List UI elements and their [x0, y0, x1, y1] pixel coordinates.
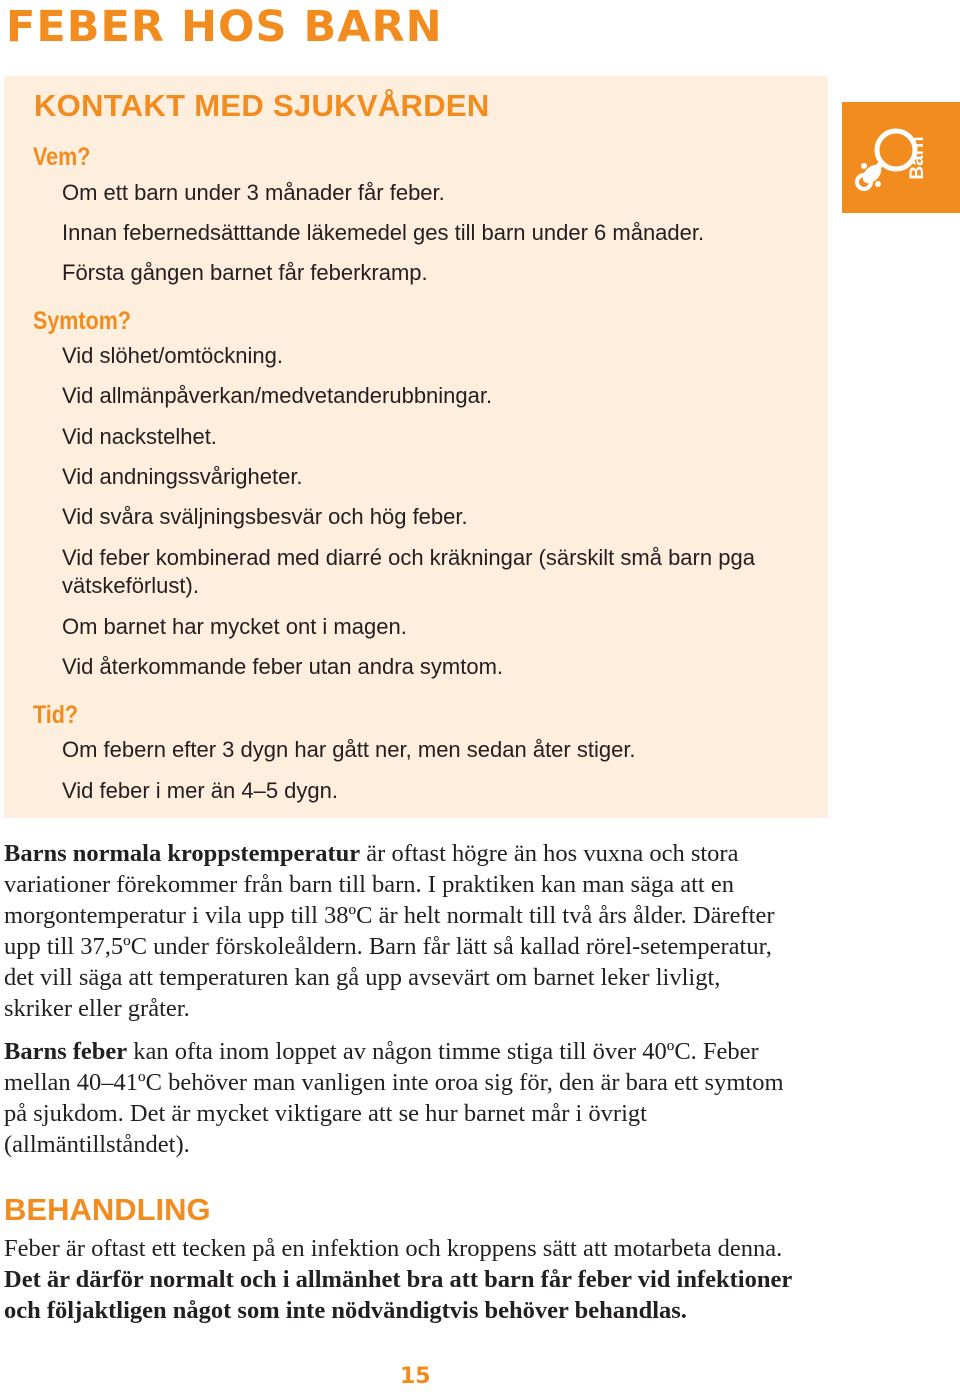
normal-temperature-paragraph — [4, 838, 794, 1024]
list-item: Vid återkommande feber utan andra symtom. — [62, 654, 504, 679]
page-title: FEBER HOS BARN — [6, 2, 443, 52]
list-item: Vid svåra sväljningsbesvär och hög feber. — [62, 504, 468, 529]
contact-box-title: KONTAKT MED SJUKVÅRDEN — [34, 88, 490, 123]
child-fever-paragraph — [4, 1036, 784, 1160]
list-item: Innan febernedsätttande läkemedel ges till barn under 6 månader. — [62, 220, 705, 245]
normal-temperature-text: är oftast högre än hos vuxna och stora variationer förekommer från barn till barn. I praktiken kan man säga att en morgontemperatur i vila upp till 38ºC är helt normalt till två års ålder. Därefter upp till 37,5ºC under förskoleåldern. Barn får lätt så kallad rörel-setemperatur, det vill säga att temperaturen kan gå upp avsevärt om barnet leker livligt, skriker eller gråter. — [4, 840, 775, 1022]
who-heading: Vem? — [33, 143, 91, 171]
list-item: Om ett barn under 3 månader får feber. — [62, 180, 445, 205]
pacifier-icon — [842, 102, 960, 213]
treatment-heading: BEHANDLING — [4, 1192, 211, 1227]
list-item: Första gången barnet får feberkramp. — [62, 260, 428, 285]
list-item: Vid feber kombinerad med diarré och kräkningar (särskilt små barn pga vätskeförlust). — [62, 545, 755, 598]
time-heading: Tid? — [33, 701, 78, 729]
list-item: Om barnet har mycket ont i magen. — [62, 614, 407, 639]
child-fever-lead: Barns feber — [4, 1038, 128, 1065]
normal-temperature-lead: Barns normala kroppstemperatur — [4, 840, 361, 867]
treatment-emphasis: Det är därför normalt och i allmänhet bra att barn får feber vid infektioner och följaktligen något som inte nödvändigtvis behöver behandlas. — [4, 1266, 792, 1324]
treatment-text: Feber är oftast ett tecken på en infektion och kroppens sätt att motarbeta denna. — [4, 1235, 783, 1262]
treatment-paragraph — [4, 1233, 804, 1326]
list-item: Vid allmänpåverkan/medvetanderubbningar. — [62, 383, 493, 408]
child-fever-text: kan ofta inom loppet av någon timme stiga till över 40ºC. Feber mellan 40–41ºC behöver man vanligen inte oroa sig för, den är bara ett symtom på sjukdom. Det är mycket viktigare att se hur barnet mår i övrigt (allmäntillståndet). — [4, 1038, 784, 1158]
section-tab-label: Barn — [907, 136, 928, 180]
list-item: Vid feber i mer än 4–5 dygn. — [62, 778, 338, 803]
page-number: 15 — [400, 1364, 431, 1389]
list-item: Vid nackstelhet. — [62, 424, 217, 449]
section-tab — [842, 102, 960, 213]
list-item: Vid slöhet/omtöckning. — [62, 343, 283, 368]
symptoms-heading: Symtom? — [33, 307, 131, 335]
list-item: Vid andningssvårigheter. — [62, 464, 303, 489]
contact-healthcare-box — [4, 76, 828, 818]
list-item: Om febern efter 3 dygn har gått ner, men sedan åter stiger. — [62, 737, 636, 762]
